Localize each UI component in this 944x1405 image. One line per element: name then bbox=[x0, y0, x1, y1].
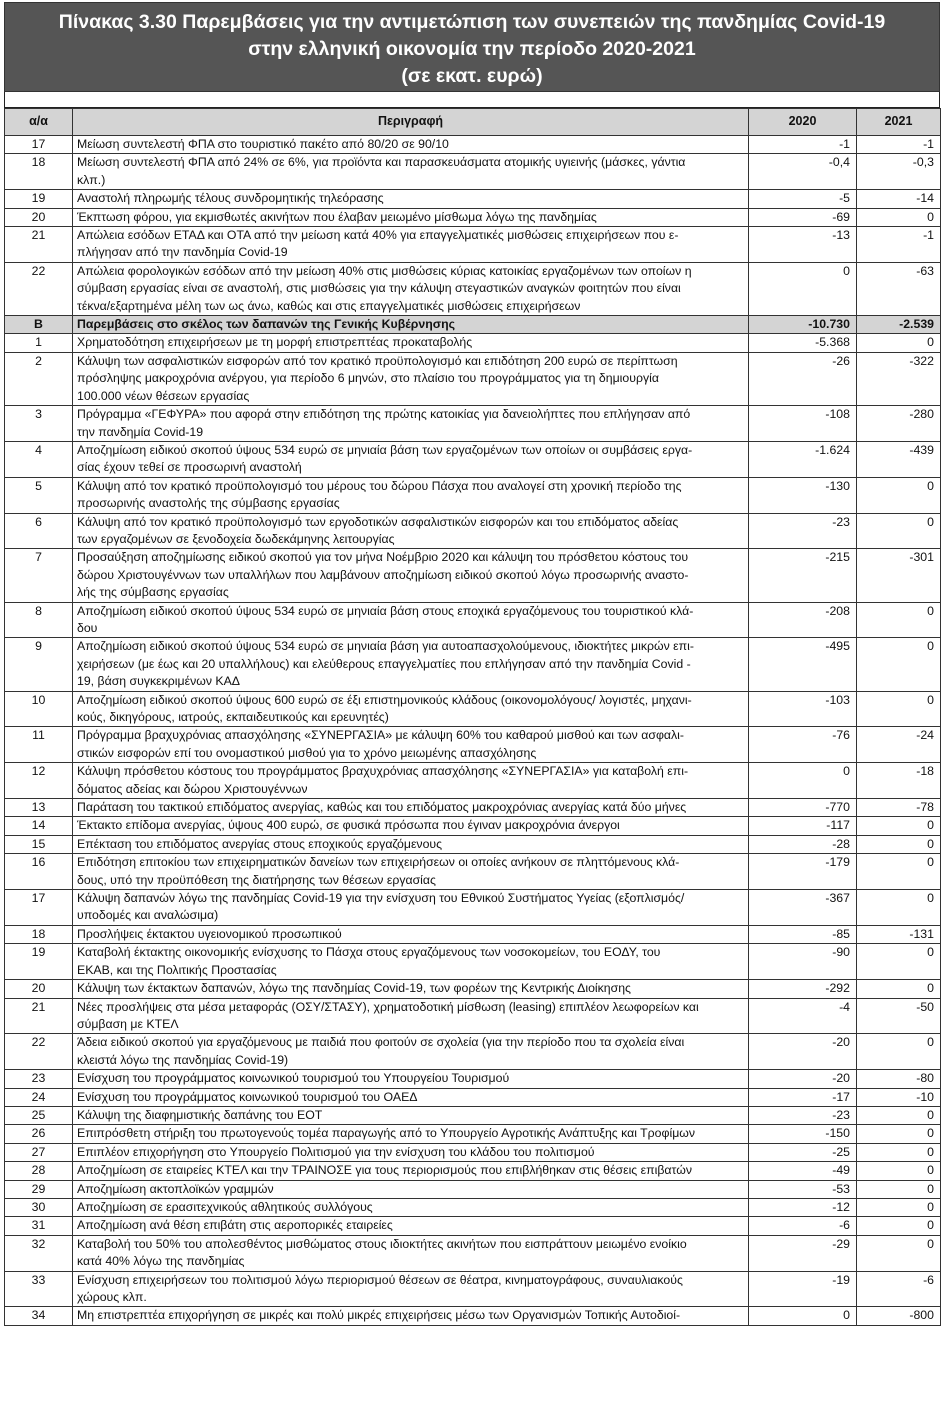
description-line: Απώλεια εσόδων ΕΤΑΔ και ΟΤΑ από την μείωση κατά 40% για επαγγελματικές μισθώσεις επιχειρήσεων που ε- bbox=[77, 228, 679, 243]
description-line: Αποζημίωση σε εταιρείες ΚΤΕΛ και την ΤΡΑΙΝΟΣΕ για τους περιορισμούς που επιβλήθηκαν στις θέσεις επιβατών bbox=[77, 1163, 692, 1178]
description-line: κλπ.) bbox=[77, 172, 106, 187]
table-title-box bbox=[4, 2, 940, 92]
description-line: πλήγησαν από την πανδημία Covid-19 bbox=[77, 245, 288, 260]
description-line: την πανδημία Covid-19 bbox=[77, 424, 204, 439]
description-line: Άδεια ειδικού σκοπού για εργαζόμενους με παιδιά που φοιτούν σε σχολεία (για την περίοδο που τα σχολεία είναι bbox=[77, 1035, 685, 1050]
row-description bbox=[73, 835, 749, 853]
row-number: 25 bbox=[5, 1106, 73, 1124]
value-2020: -150 bbox=[749, 1125, 857, 1143]
table-row bbox=[5, 477, 941, 513]
row-number: 26 bbox=[5, 1125, 73, 1143]
table-title-line2: στην ελληνική οικονομία την περίοδο 2020-2021 bbox=[248, 38, 696, 60]
value-2021: 0 bbox=[857, 835, 941, 853]
value-2021: 0 bbox=[857, 817, 941, 835]
row-description bbox=[73, 890, 749, 926]
value-2021: 0 bbox=[857, 944, 941, 980]
value-2021: -63 bbox=[857, 262, 941, 315]
value-2020: -103 bbox=[749, 691, 857, 727]
table-row bbox=[5, 334, 941, 352]
row-number: 3 bbox=[5, 406, 73, 442]
table-row bbox=[5, 1034, 941, 1070]
value-2020: -367 bbox=[749, 890, 857, 926]
description-line: σίας έχουν τεθεί σε προσωρινή αναστολή bbox=[77, 460, 302, 475]
table-row bbox=[5, 549, 941, 602]
table-row bbox=[5, 1180, 941, 1198]
row-number: 21 bbox=[5, 998, 73, 1034]
description-line: κατά 40% λόγω της πανδημίας bbox=[77, 1254, 245, 1269]
value-2021: -80 bbox=[857, 1070, 941, 1088]
description-line: Κάλυψη από τον κρατικό προϋπολογισμό των εργοδοτικών ασφαλιστικών εισφορών και του επιδόματος αδείας bbox=[77, 514, 679, 529]
row-number: 32 bbox=[5, 1235, 73, 1271]
row-number: 12 bbox=[5, 763, 73, 799]
value-2021: 0 bbox=[857, 980, 941, 998]
row-description bbox=[73, 817, 749, 835]
value-2021: 0 bbox=[857, 1034, 941, 1070]
row-number: 17 bbox=[5, 890, 73, 926]
value-2020: -20 bbox=[749, 1034, 857, 1070]
description-line: Αποζημίωση ειδικού σκοπού ύψους 534 ευρώ σε μηνιαία βάση των εργαζομένων των οποίων οι συμβάσεις εργα- bbox=[77, 442, 693, 457]
table-row bbox=[5, 1198, 941, 1216]
row-number: 33 bbox=[5, 1271, 73, 1307]
row-description bbox=[73, 262, 749, 315]
value-2021: -131 bbox=[857, 925, 941, 943]
value-2020: -69 bbox=[749, 208, 857, 226]
value-2020: -49 bbox=[749, 1162, 857, 1180]
value-2020: -179 bbox=[749, 854, 857, 890]
table-row bbox=[5, 1088, 941, 1106]
value-2020: -4 bbox=[749, 998, 857, 1034]
table-row bbox=[5, 1217, 941, 1235]
row-description bbox=[73, 1070, 749, 1088]
table-row bbox=[5, 352, 941, 405]
table-row bbox=[5, 406, 941, 442]
row-description bbox=[73, 1162, 749, 1180]
row-number: 31 bbox=[5, 1217, 73, 1235]
value-2021: 0 bbox=[857, 208, 941, 226]
row-description bbox=[73, 208, 749, 226]
value-2021: -14 bbox=[857, 190, 941, 208]
value-2021: -280 bbox=[857, 406, 941, 442]
value-2020: -130 bbox=[749, 477, 857, 513]
row-description bbox=[73, 1143, 749, 1161]
description-line: Καταβολή έκτακτης οικονομικής ενίσχυσης το Πάσχα στους εργαζόμενους των νοσοκομείων, του ΕΟΔΥ, του bbox=[77, 945, 661, 960]
row-description bbox=[73, 441, 749, 477]
row-number: 11 bbox=[5, 727, 73, 763]
row-description bbox=[73, 925, 749, 943]
description-line: Αποζημίωση σε ερασιτεχνικούς αθλητικούς συλλόγους bbox=[77, 1199, 373, 1214]
value-2021: 0 bbox=[857, 1180, 941, 1198]
description-line: Ενίσχυση επιχειρήσεων του πολιτισμού λόγω περιορισμού θέσεων σε θέατρα, κινηματογράφους, συναυλιακούς bbox=[77, 1272, 683, 1287]
value-2020: -29 bbox=[749, 1235, 857, 1271]
row-description bbox=[73, 1088, 749, 1106]
header-num: α/α bbox=[5, 109, 73, 136]
table-row bbox=[5, 817, 941, 835]
value-2021: -18 bbox=[857, 763, 941, 799]
value-2021: -1 bbox=[857, 227, 941, 263]
row-description bbox=[73, 1034, 749, 1070]
value-2021: 0 bbox=[857, 1198, 941, 1216]
value-2020: -25 bbox=[749, 1143, 857, 1161]
value-2021: -24 bbox=[857, 727, 941, 763]
row-description bbox=[73, 477, 749, 513]
description-line: σύμβαση με ΚΤΕΛ bbox=[77, 1016, 179, 1031]
row-number: 22 bbox=[5, 1034, 73, 1070]
table-row bbox=[5, 727, 941, 763]
table-body bbox=[5, 136, 941, 1326]
value-2021: -2.539 bbox=[857, 316, 941, 334]
row-description bbox=[73, 1235, 749, 1271]
description-line: Παρεμβάσεις στο σκέλος των δαπανών της Γενικής Κυβέρνησης bbox=[77, 317, 456, 332]
description-line: των εργαζομένων σε ξενοδοχεία δωδεκάμηνης λειτουργίας bbox=[77, 531, 395, 546]
description-line: Αποζημίωση ειδικού σκοπού ύψους 534 ευρώ σε μηνιαία βάση στους εποχικά εργαζόμενους του τουριστικού κλά- bbox=[77, 603, 694, 618]
table-row bbox=[5, 513, 941, 549]
value-2021: -322 bbox=[857, 352, 941, 405]
description-line: υποδομές και αναλώσιμα) bbox=[77, 908, 219, 923]
value-2020: -5 bbox=[749, 190, 857, 208]
description-line: Κάλυψη των έκτακτων δαπανών, λόγω της πανδημίας Covid-19, των φορέων της Κεντρικής Διοίκησης bbox=[77, 981, 631, 996]
section-row bbox=[5, 316, 941, 334]
value-2021: -0,3 bbox=[857, 154, 941, 190]
description-line: Κάλυψη της διαφημιστικής δαπάνης του ΕΟΤ bbox=[77, 1107, 323, 1122]
value-2020: -12 bbox=[749, 1198, 857, 1216]
row-number: 9 bbox=[5, 638, 73, 691]
row-number: 14 bbox=[5, 817, 73, 835]
row-description bbox=[73, 227, 749, 263]
row-description bbox=[73, 944, 749, 980]
row-number: 18 bbox=[5, 925, 73, 943]
row-description bbox=[73, 1271, 749, 1307]
row-number: 13 bbox=[5, 799, 73, 817]
row-number: 20 bbox=[5, 980, 73, 998]
row-description bbox=[73, 1106, 749, 1124]
value-2020: -76 bbox=[749, 727, 857, 763]
description-line: Επέκταση του επιδόματος ανεργίας στους εποχικούς εργαζόμενους bbox=[77, 836, 443, 851]
description-line: Επιδότηση επιτοκίου των επιχειρηματικών δανείων των επιχειρήσεων οι οποίες ανήκουν σε πληττόμενους κλά- bbox=[77, 855, 680, 870]
value-2021: 0 bbox=[857, 890, 941, 926]
value-2021: 0 bbox=[857, 1125, 941, 1143]
value-2021: 0 bbox=[857, 1106, 941, 1124]
description-line: δους, υπό την προϋπόθεση της διατήρησης των θέσεων εργασίας bbox=[77, 872, 436, 887]
value-2020: -20 bbox=[749, 1070, 857, 1088]
row-description bbox=[73, 1217, 749, 1235]
description-line: κούς, δικηγόρους, ιατρούς, εκπαιδευτικούς και ερευνητές) bbox=[77, 710, 389, 724]
table-row bbox=[5, 998, 941, 1034]
table-row bbox=[5, 602, 941, 638]
table-row bbox=[5, 1143, 941, 1161]
row-description bbox=[73, 136, 749, 154]
row-description bbox=[73, 352, 749, 405]
row-description bbox=[73, 763, 749, 799]
description-line: δόματος αδείας και δώρου Χριστουγέννων bbox=[77, 781, 308, 796]
value-2020: -215 bbox=[749, 549, 857, 602]
row-number: Β bbox=[5, 316, 73, 334]
description-line: Μείωση συντελεστή ΦΠΑ στο τουριστικό πακέτο από 80/20 σε 90/10 bbox=[77, 137, 449, 151]
description-line: Επιπρόσθετη στήριξη του πρωτογενούς τομέα παραγωγής από το Υπουργείο Αγροτικής Ανάπτυξης και Τροφίμων bbox=[77, 1126, 696, 1141]
description-line: Έκτακτο επίδομα ανεργίας, ύψους 400 ευρώ, σε φυσικά πρόσωπα που έγιναν μακροχρόνια άνεργοι bbox=[77, 818, 620, 833]
row-number: 8 bbox=[5, 602, 73, 638]
row-number: 22 bbox=[5, 262, 73, 315]
description-line: Κάλυψη από τον κρατικό προϋπολογισμό του μέρους του δώρου Πάσχα που αναλογεί στη χρονική περίοδο της bbox=[77, 478, 682, 493]
row-description bbox=[73, 638, 749, 691]
table-row bbox=[5, 890, 941, 926]
description-line: λής της σύμβασης εργασίας bbox=[77, 585, 229, 600]
row-number: 5 bbox=[5, 477, 73, 513]
value-2020: -770 bbox=[749, 799, 857, 817]
description-line: Αποζημίωση ειδικού σκοπού ύψους 600 ευρώ σε έξι επιστημονικούς κλάδους (οικονομολόγους/ λογιστές, μηχανι- bbox=[77, 692, 692, 707]
row-number: 10 bbox=[5, 691, 73, 727]
value-2020: -28 bbox=[749, 835, 857, 853]
table-row bbox=[5, 154, 941, 190]
value-2021: 0 bbox=[857, 513, 941, 549]
table-header-row bbox=[5, 109, 941, 136]
value-2021: -1 bbox=[857, 136, 941, 154]
value-2021: -10 bbox=[857, 1088, 941, 1106]
description-line: Πρόγραμμα βραχυχρόνιας απασχόλησης «ΣΥΝΕΡΓΑΣΙΑ» με κάλυψη 60% του καθαρού μισθού και των ασφαλι- bbox=[77, 728, 684, 743]
value-2021: -6 bbox=[857, 1271, 941, 1307]
value-2020: -90 bbox=[749, 944, 857, 980]
table-row bbox=[5, 208, 941, 226]
description-line: Επιπλέον επιχορήγηση στο Υπουργείο Πολιτισμού για την ενίσχυση του κλάδου του πολιτισμού bbox=[77, 1144, 595, 1159]
table-row bbox=[5, 1307, 941, 1325]
description-line: Αποζημίωση ανά θέση επιβάτη στις αεροπορικές εταιρείες bbox=[77, 1218, 393, 1233]
table-row bbox=[5, 691, 941, 727]
value-2021: -78 bbox=[857, 799, 941, 817]
value-2020: -23 bbox=[749, 513, 857, 549]
table-row bbox=[5, 190, 941, 208]
value-2021: 0 bbox=[857, 1143, 941, 1161]
row-number: 17 bbox=[5, 136, 73, 154]
value-2020: -108 bbox=[749, 406, 857, 442]
value-2021: 0 bbox=[857, 691, 941, 727]
description-line: Μη επιστρεπτέα επιχορήγηση σε μικρές και πολύ μικρές επιχειρήσεις μέσω των Οργανισμών Τοπικής Αυτοδιοί- bbox=[77, 1308, 681, 1323]
value-2020: -495 bbox=[749, 638, 857, 691]
description-line: Ενίσχυση του προγράμματος κοινωνικού τουρισμού του Υπουργείου Τουρισμού bbox=[77, 1071, 510, 1086]
description-line: 19, βάση συγκεκριμένων ΚΑΔ bbox=[77, 674, 241, 689]
row-description bbox=[73, 406, 749, 442]
row-description bbox=[73, 549, 749, 602]
description-line: δώρου Χριστουγέννων των υπαλλήλων που λαμβάνουν αποζημίωση ειδικού σκοπού λόγω προσωρινής αναστο- bbox=[77, 567, 689, 582]
description-line: Καταβολή του 50% του απολεσθέντος μισθώματος στους ιδιοκτήτες ακινήτων που εισπράττουν μειωμένο ενοίκιο bbox=[77, 1236, 687, 1251]
description-line: σύμβαση εργασίας είναι σε αναστολή, στις μισθώσεις για την κάλυψη στεγαστικών αναγκών φοιτητών που είναι bbox=[77, 281, 681, 296]
table-row bbox=[5, 136, 941, 154]
spacer-row bbox=[4, 92, 940, 108]
row-number: 4 bbox=[5, 441, 73, 477]
row-description bbox=[73, 980, 749, 998]
value-2020: 0 bbox=[749, 763, 857, 799]
row-description bbox=[73, 854, 749, 890]
description-line: 100.000 νέων θέσεων εργασίας bbox=[77, 388, 250, 403]
row-description bbox=[73, 1307, 749, 1325]
row-description bbox=[73, 513, 749, 549]
description-line: Πρόγραμμα «ΓΕΦΥΡΑ» που αφορά στην επιδότηση της πρώτης κατοικίας για δανειολήπτες που επλήγησαν από bbox=[77, 407, 691, 422]
row-number: 21 bbox=[5, 227, 73, 263]
value-2020: -53 bbox=[749, 1180, 857, 1198]
row-number: 27 bbox=[5, 1143, 73, 1161]
description-line: Ενίσχυση του προγράμματος κοινωνικού τουρισμού του ΟΑΕΔ bbox=[77, 1089, 418, 1104]
row-number: 30 bbox=[5, 1198, 73, 1216]
value-2020: -10.730 bbox=[749, 316, 857, 334]
description-line: Νέες προσλήψεις στα μέσα μεταφοράς (ΟΣΥ/ΣΤΑΣΥ), χρηματοδοτική μίσθωση (leasing) επιπλέον λεωφορείων και bbox=[77, 999, 699, 1014]
table-row bbox=[5, 1125, 941, 1143]
value-2021: -301 bbox=[857, 549, 941, 602]
table-row bbox=[5, 638, 941, 691]
table-row bbox=[5, 1162, 941, 1180]
row-description bbox=[73, 316, 749, 334]
value-2020: -1 bbox=[749, 136, 857, 154]
description-line: Απώλεια φορολογικών εσόδων από την μείωση 40% στις μισθώσεις κύριας κατοικίας εργαζομένων των οποίων η bbox=[77, 263, 692, 278]
value-2020: 0 bbox=[749, 262, 857, 315]
value-2020: -17 bbox=[749, 1088, 857, 1106]
description-line: Κάλυψη των ασφαλιστικών εισφορών από τον κρατικό προϋπολογισμό και επιδότηση 200 ευρώ σε περίπτωση bbox=[77, 353, 678, 368]
value-2020: -85 bbox=[749, 925, 857, 943]
description-line: πρόσληψης μακροχρόνια ανέργου, για περίοδο 6 μηνών, στο πλαίσιο του προγράμματος για τη δημιουργία bbox=[77, 371, 659, 386]
description-line: Κάλυψη δαπανών λόγω της πανδημίας Covid-19 για την ενίσχυση του Εθνικού Συστήματος Υγείας (εξοπλισμός/ bbox=[77, 891, 685, 906]
description-line: Αποζημίωση ειδικού σκοπού ύψους 534 ευρώ σε μηνιαία βάση για αυτοαπασχολούμενους, ιδιοκτήτες μικρών επι- bbox=[77, 639, 694, 654]
row-description bbox=[73, 1125, 749, 1143]
value-2020: -0,4 bbox=[749, 154, 857, 190]
value-2021: 0 bbox=[857, 1217, 941, 1235]
value-2020: -1.624 bbox=[749, 441, 857, 477]
table-row bbox=[5, 1235, 941, 1271]
row-description bbox=[73, 727, 749, 763]
description-line: Έκπτωση φόρου, για εκμισθωτές ακινήτων που έλαβαν μειωμένο μίσθωμα λόγω της πανδημίας bbox=[77, 209, 597, 224]
table-row bbox=[5, 1271, 941, 1307]
row-number: 19 bbox=[5, 944, 73, 980]
row-number: 7 bbox=[5, 549, 73, 602]
value-2021: 0 bbox=[857, 477, 941, 513]
row-description bbox=[73, 190, 749, 208]
description-line: χειρήσεων (με έως και 20 υπαλλήλους) και ελεύθερους επαγγελματίες που επλήγησαν από την πανδημία Covid - bbox=[77, 656, 691, 671]
row-description bbox=[73, 334, 749, 352]
table-title-line1: Πίνακας 3.30 Παρεμβάσεις για την αντιμετώπιση των συνεπειών της πανδημίας Covid-19 bbox=[58, 11, 886, 33]
value-2021: 0 bbox=[857, 334, 941, 352]
row-description bbox=[73, 602, 749, 638]
row-description bbox=[73, 799, 749, 817]
value-2021: 0 bbox=[857, 602, 941, 638]
value-2021: -800 bbox=[857, 1307, 941, 1325]
row-number: 2 bbox=[5, 352, 73, 405]
table-row bbox=[5, 1106, 941, 1124]
interventions-table bbox=[4, 108, 941, 1326]
row-number: 15 bbox=[5, 835, 73, 853]
table-row bbox=[5, 835, 941, 853]
value-2021: 0 bbox=[857, 1162, 941, 1180]
value-2020: -6 bbox=[749, 1217, 857, 1235]
description-line: Αποζημίωση ακτοπλοϊκών γραμμών bbox=[77, 1181, 274, 1196]
value-2020: -117 bbox=[749, 817, 857, 835]
header-description: Περιγραφή bbox=[73, 109, 749, 136]
header-2020: 2020 bbox=[749, 109, 857, 136]
table-row bbox=[5, 944, 941, 980]
description-line: προσωρινής αναστολής της σύμβασης εργασίας bbox=[77, 496, 340, 511]
table-row bbox=[5, 980, 941, 998]
description-line: Μείωση συντελεστή ΦΠΑ από 24% σε 6%, για προϊόντα και παρασκευάσματα ατομικής υγιεινής (μάσκες, γάντια bbox=[77, 155, 686, 170]
row-description bbox=[73, 691, 749, 727]
value-2021: 0 bbox=[857, 638, 941, 691]
description-line: χώρους κλπ. bbox=[77, 1290, 147, 1304]
page bbox=[4, 2, 940, 1326]
row-number: 6 bbox=[5, 513, 73, 549]
row-number: 29 bbox=[5, 1180, 73, 1198]
description-line: Χρηματοδότηση επιχειρήσεων με τη μορφή επιστρεπτέας προκαταβολής bbox=[77, 335, 473, 350]
value-2020: -26 bbox=[749, 352, 857, 405]
value-2020: -19 bbox=[749, 1271, 857, 1307]
table-row bbox=[5, 227, 941, 263]
table-row bbox=[5, 854, 941, 890]
description-line: κλειστά λόγω της πανδημίας Covid-19) bbox=[77, 1052, 289, 1067]
row-description bbox=[73, 1198, 749, 1216]
table-row bbox=[5, 441, 941, 477]
table-row bbox=[5, 262, 941, 315]
row-number: 23 bbox=[5, 1070, 73, 1088]
value-2020: -292 bbox=[749, 980, 857, 998]
description-line: Παράταση του τακτικού επιδόματος ανεργίας, καθώς και του επιδόματος μακροχρόνιας ανεργίας κατά δύο μήνες bbox=[77, 800, 687, 815]
description-line: δου bbox=[77, 620, 98, 635]
description-line: Προσλήψεις έκτακτου υγειονομικού προσωπικού bbox=[77, 926, 342, 941]
description-line: Κάλυψη πρόσθετου κόστους του προγράμματος βραχυχρόνιας απασχόλησης «ΣΥΝΕΡΓΑΣΙΑ» για καταβολή επι- bbox=[77, 764, 689, 779]
value-2020: -23 bbox=[749, 1106, 857, 1124]
value-2020: -5.368 bbox=[749, 334, 857, 352]
row-description bbox=[73, 154, 749, 190]
row-number: 19 bbox=[5, 190, 73, 208]
row-number: 34 bbox=[5, 1307, 73, 1325]
row-description bbox=[73, 998, 749, 1034]
table-row bbox=[5, 763, 941, 799]
table-row bbox=[5, 799, 941, 817]
value-2020: 0 bbox=[749, 1307, 857, 1325]
row-number: 20 bbox=[5, 208, 73, 226]
value-2020: -13 bbox=[749, 227, 857, 263]
value-2021: 0 bbox=[857, 854, 941, 890]
row-description bbox=[73, 1180, 749, 1198]
description-line: ΕΚΑΒ, και της Πολιτικής Προστασίας bbox=[77, 962, 277, 977]
value-2021: -439 bbox=[857, 441, 941, 477]
table-title-line3: (σε εκατ. ευρώ) bbox=[401, 65, 543, 87]
row-number: 18 bbox=[5, 154, 73, 190]
row-number: 16 bbox=[5, 854, 73, 890]
value-2020: -208 bbox=[749, 602, 857, 638]
description-line: Αναστολή πληρωμής τέλους συνδρομητικής τηλεόρασης bbox=[77, 191, 384, 206]
table-row bbox=[5, 925, 941, 943]
row-number: 1 bbox=[5, 334, 73, 352]
row-number: 28 bbox=[5, 1162, 73, 1180]
description-line: τέκνα/εξαρτημένα μέλη των ως άνω, καθώς και στις επαγγελματικές μισθώσεις επιχειρήσεων bbox=[77, 298, 581, 313]
table-row bbox=[5, 1070, 941, 1088]
value-2021: -50 bbox=[857, 998, 941, 1034]
description-line: Προσαύξηση αποζημίωσης ειδικού σκοπού για τον μήνα Νοέμβριο 2020 και κάλυψη του πρόσθετου κόστους του bbox=[77, 550, 689, 565]
row-number: 24 bbox=[5, 1088, 73, 1106]
value-2021: 0 bbox=[857, 1235, 941, 1271]
header-2021: 2021 bbox=[857, 109, 941, 136]
description-line: στικών εισφορών επί του ονομαστικού μισθού για το χρόνο μειωμένης απασχόλησης bbox=[77, 745, 537, 760]
